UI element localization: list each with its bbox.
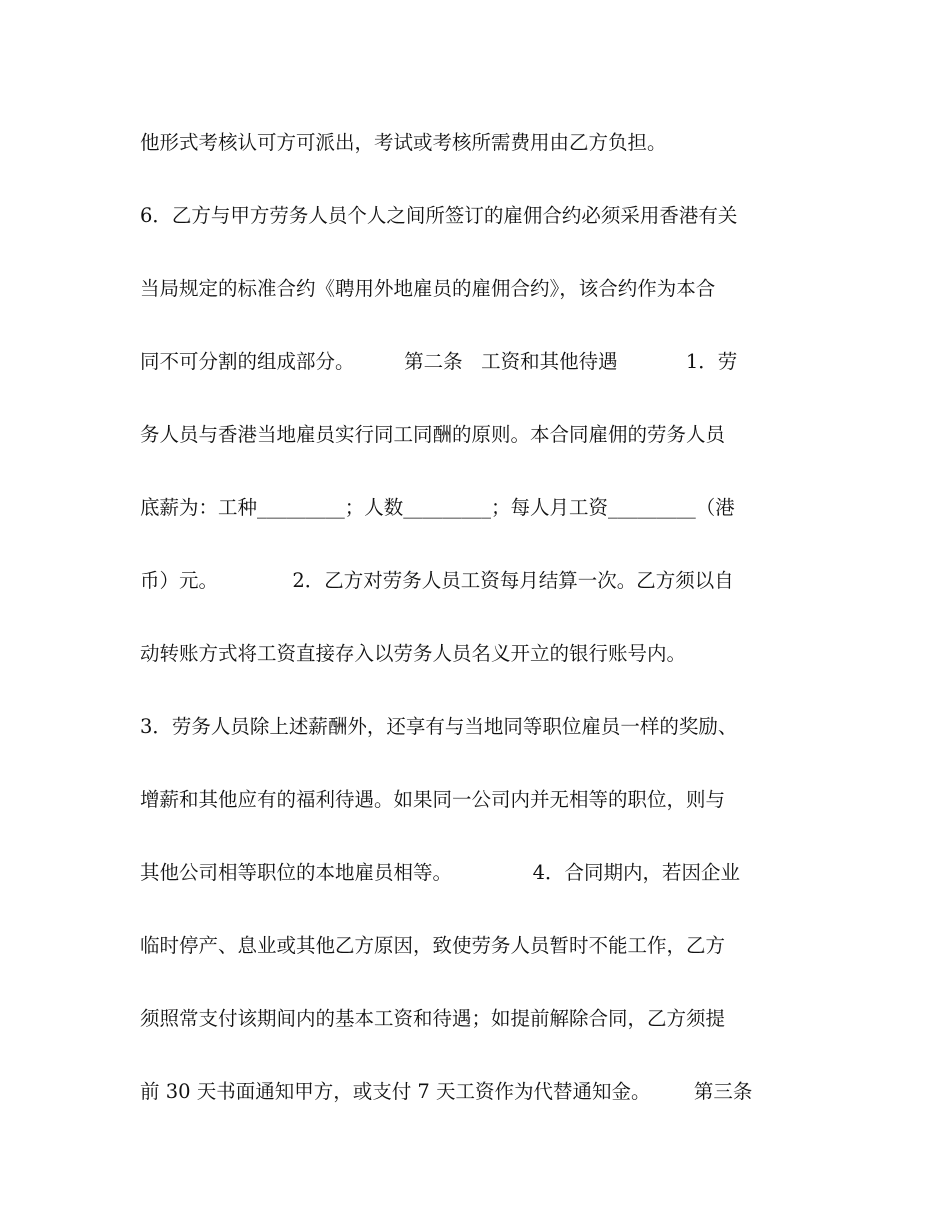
text-line-8: 动转账方式将工资直接存入以劳务人员名义开立的银行账号内。 bbox=[140, 642, 687, 665]
text-line-4: 同不可分割的组成部分。 第二条 工资和其他待遇 1．劳 bbox=[140, 350, 738, 373]
text-line-2: 6．乙方与甲方劳务人员个人之间所签订的雇佣合约必须采用香港有关 bbox=[140, 204, 738, 227]
text-line-14: 前 30 天书面通知甲方，或支付 7 天工资作为代替通知金。 第三条 bbox=[140, 1080, 753, 1103]
text-line-5: 务人员与香港当地雇员实行同工同酬的原则。本合同雇佣的劳务人员 bbox=[140, 423, 726, 446]
text-line-13: 须照常支付该期间内的基本工资和待遇；如提前解除合同，乙方须提 bbox=[140, 1007, 726, 1030]
text-line-7: 币）元。 2．乙方对劳务人员工资每月结算一次。乙方须以自 bbox=[140, 569, 734, 592]
text-line-6: 底薪为：工种_________；人数_________；每人月工资_________（港 bbox=[140, 496, 735, 519]
text-line-12: 临时停产、息业或其他乙方原因，致使劳务人员暂时不能工作，乙方 bbox=[140, 934, 726, 957]
text-line-10: 增薪和其他应有的福利待遇。如果同一公司内并无相等的职位，则与 bbox=[140, 788, 726, 811]
text-line-3: 当局规定的标准合约《聘用外地雇员的雇佣合约》，该合约作为本合 bbox=[140, 277, 716, 300]
text-line-1: 他形式考核认可方可派出，考试或考核所需费用由乙方负担。 bbox=[140, 131, 667, 154]
text-line-11: 其他公司相等职位的本地雇员相等。 4．合同期内，若因企业 bbox=[140, 861, 740, 884]
text-line-9: 3．劳务人员除上述薪酬外，还享有与当地同等职位雇员一样的奖励、 bbox=[140, 715, 738, 738]
